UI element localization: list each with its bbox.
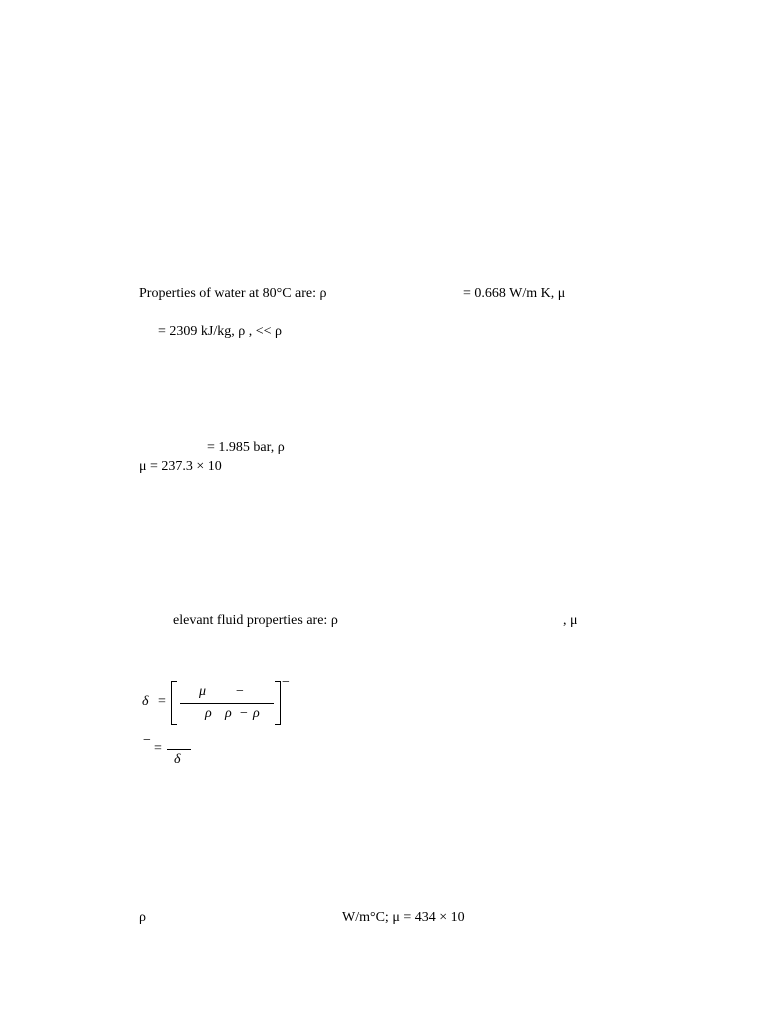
viscosity-text: μ = 237.3 × 10 — [139, 459, 222, 474]
exponent-dash: − — [282, 675, 290, 690]
second-equals-sign: = — [154, 741, 162, 756]
pressure-text: = 1.985 bar, ρ — [207, 440, 285, 455]
rho-symbol-c: ρ — [253, 706, 260, 721]
numerator-minus: − — [236, 684, 244, 699]
latent-heat-text: = 2309 kJ/kg, ρ , << ρ — [158, 324, 282, 339]
denominator-minus: − — [240, 706, 248, 721]
second-delta-symbol: δ — [174, 752, 181, 767]
second-fraction-line — [167, 749, 191, 750]
equals-sign: = — [158, 694, 166, 709]
fraction-line — [180, 703, 274, 704]
mu-symbol: μ — [199, 684, 207, 699]
rho-symbol-a: ρ — [205, 706, 212, 721]
rho-symbol-b: ρ — [225, 706, 232, 721]
conductivity-viscosity-values-text: W/m°C; μ = 434 × 10 — [342, 910, 465, 925]
left-bracket — [171, 681, 177, 725]
fluid-properties-text: elevant fluid properties are: ρ — [173, 613, 338, 628]
viscosity-symbol-text: , μ — [563, 613, 578, 628]
leading-dash: − — [143, 733, 151, 748]
delta-symbol: δ — [142, 694, 149, 709]
conductivity-viscosity-text: = 0.668 W/m K, μ — [463, 286, 566, 301]
density-symbol-text: ρ — [139, 910, 146, 925]
water-properties-text: Properties of water at 80°C are: ρ — [139, 286, 327, 301]
right-bracket — [275, 681, 281, 725]
